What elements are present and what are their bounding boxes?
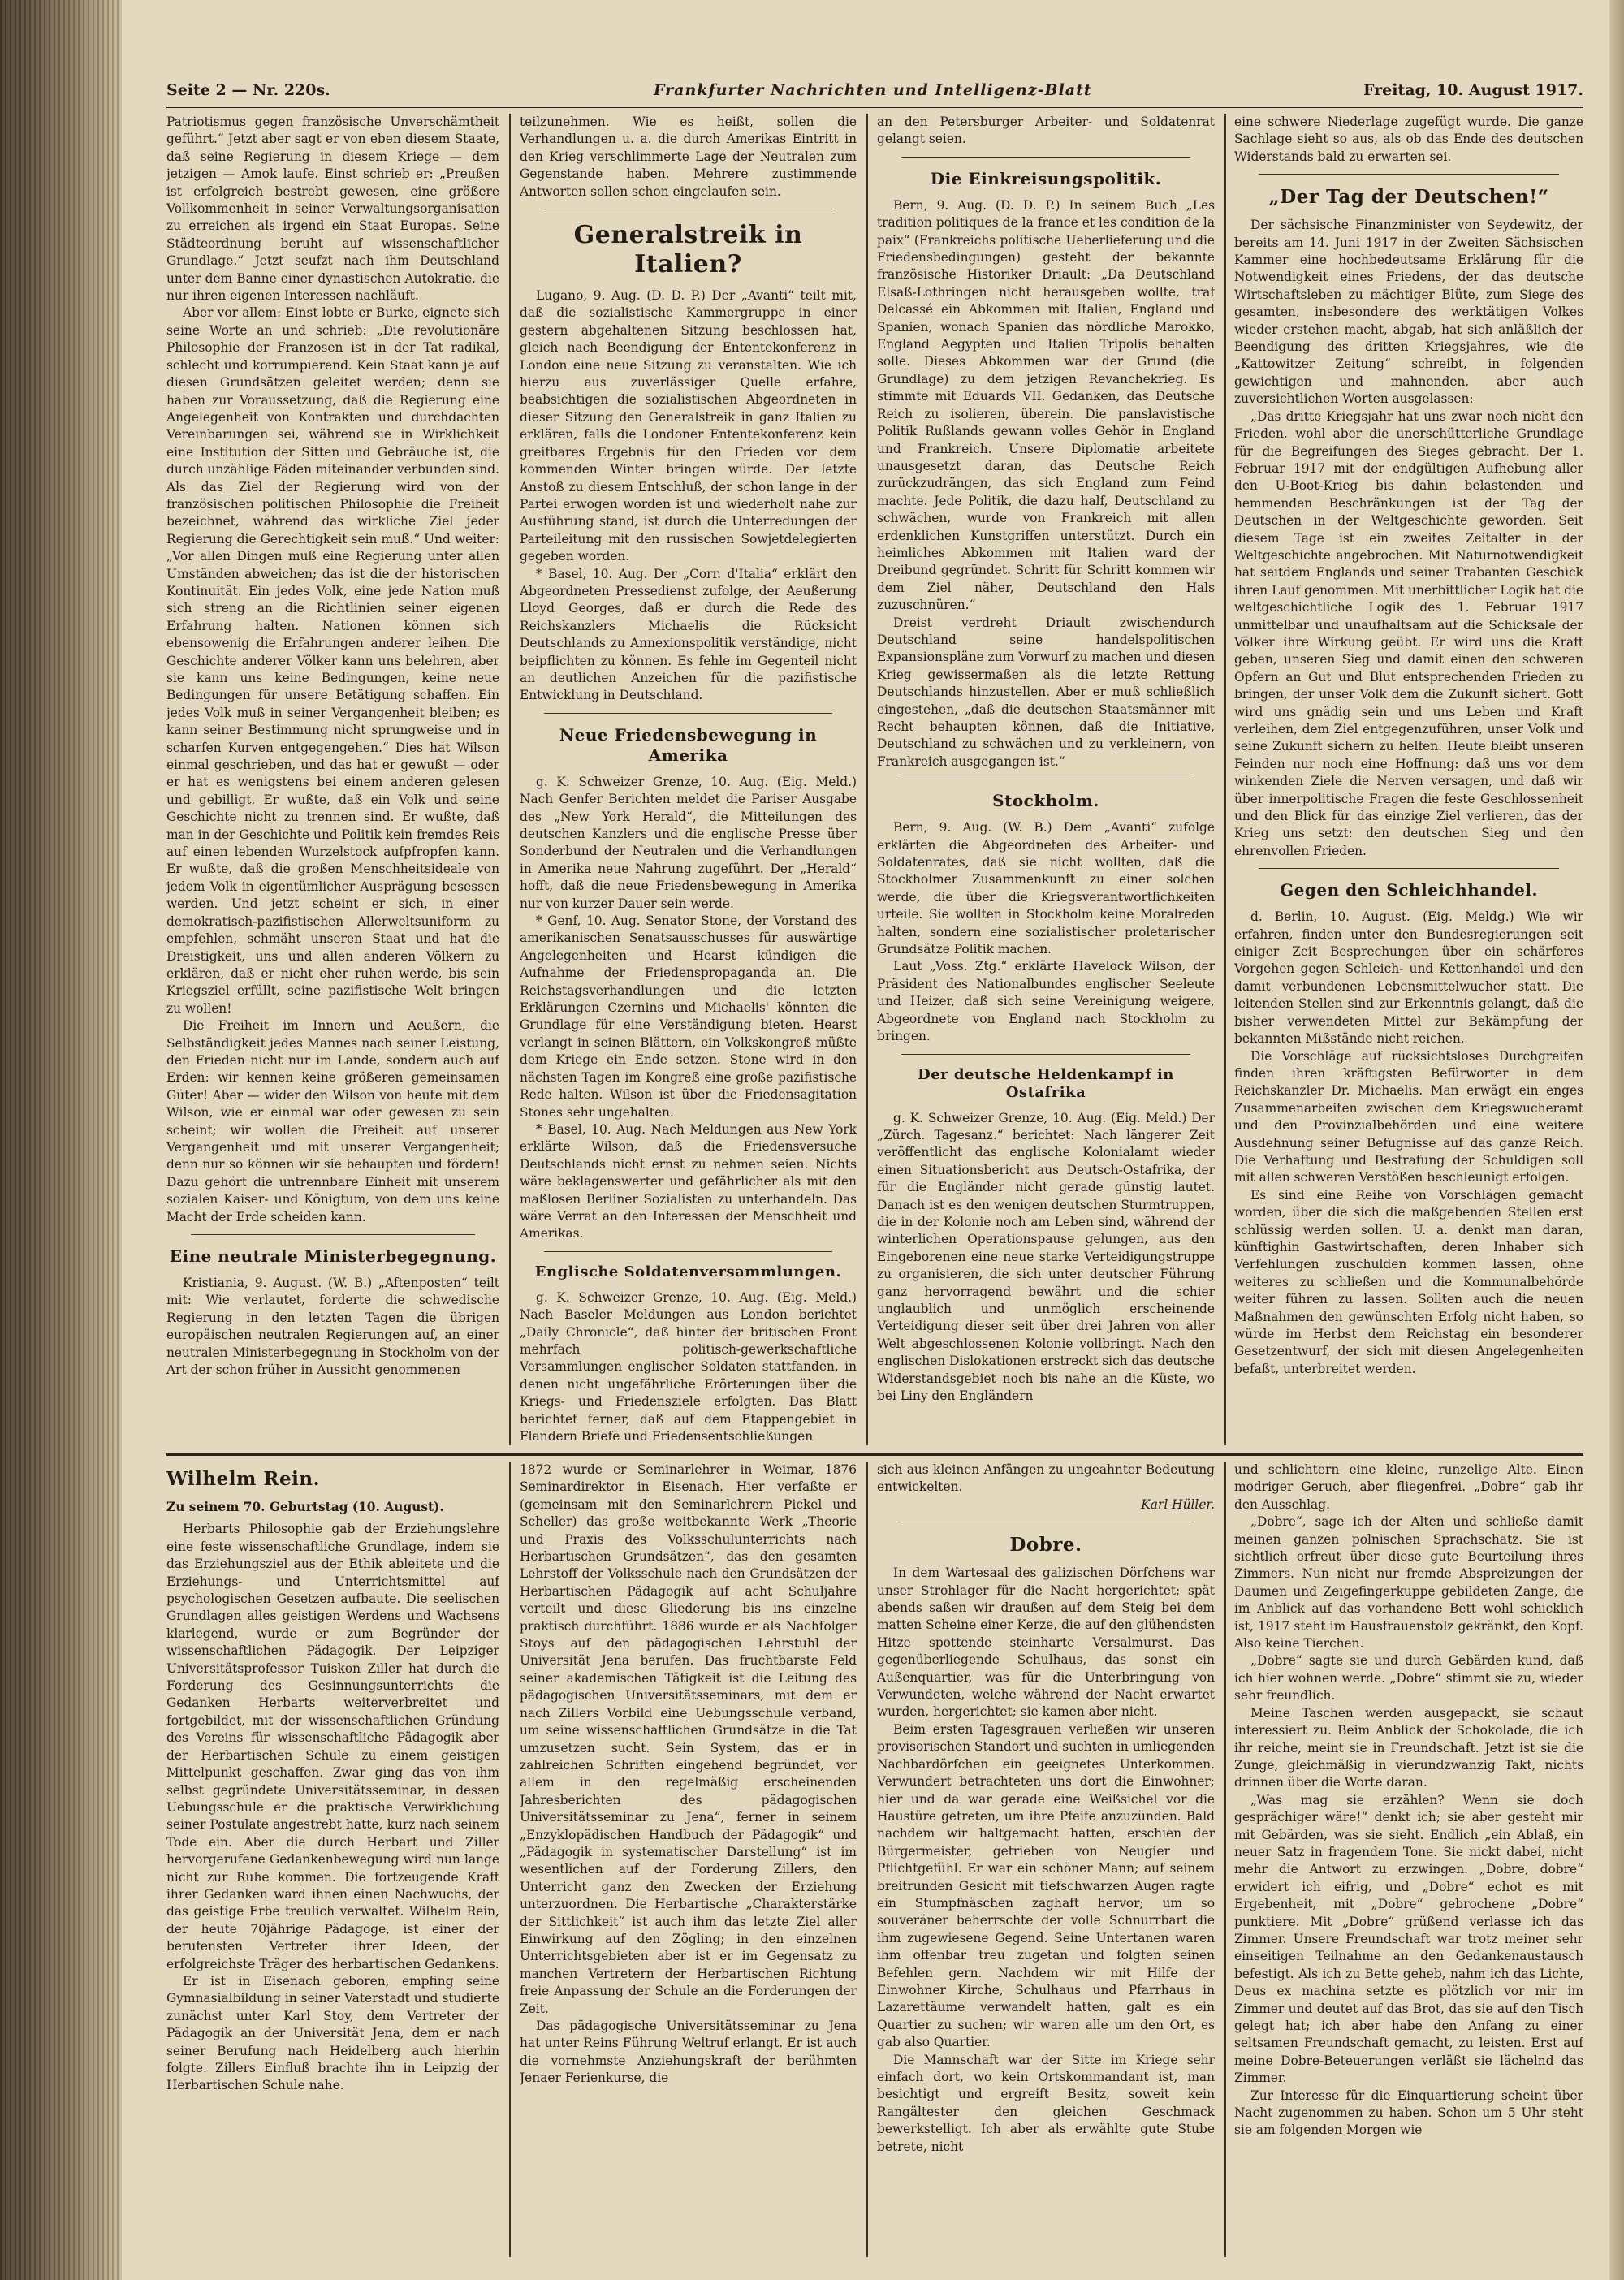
column-2 bbox=[520, 114, 857, 1445]
article-heading: Die Einkreisungspolitik. bbox=[930, 168, 1162, 188]
article-paragraph: Herbarts Philosophie gab der Erziehungslehre eine feste wissenschaftliche Grundlage, indem sie das Erziehungsziel aus der Ethik ableitete und die Erziehungs- und Unterrichtsmittel auf psychologischen Gesetzen aufbaute. Die seelischen Grundlagen alles geistigen Werdens und Wachsens klarlegend, wurde er zum Begründer der wissenschaftlichen Pädagogik. Der Leipziger Universitätsprofessor Tuiskon Ziller hat durch die Forderung des Gesinnungsunterrichts die Gedanken Herbarts weiterverbreitet und fortgebildet, mit der wissenschaftlichen Gründung des Vereins für wissenschaftliche Pädagogik aber der Herbartischen Schule zu einem geistigen Mittelpunkt geschaffen. Zwar ging das von ihm selbst gegründete Universitätsseminar, in dessen Uebungsschule er die praktische Verwirklichung seiner Postulate angestrebt hatte, kurz nach seinem Tode ein. Aber die durch Herbart und Ziller hervorgerufene Gedankenbewegung wird nun lange nicht zur Ruhe kommen. Die fortzeugende Kraft ihrer Gedanken ward ihnen einen Nachwuchs, der das geistige Erbe treulich verwaltet. Wilhelm Rein, der heute 70jährige Pädagoge, ist einer der berufensten Vertreter ihrer Ideen, der erfolgreichste Träger des herbartischen Gedankens. bbox=[166, 1522, 499, 1971]
article-separator bbox=[1259, 174, 1559, 175]
masthead: Frankfurter Nachrichten und Intelligenz-Blatt bbox=[654, 81, 1092, 99]
article-heading: Gegen den Schleichhandel. bbox=[1280, 880, 1538, 900]
article-paragraph: „Dobre“, sage ich der Alten und schließe damit meinen ganzen polnischen Sprachschatz. Sie ist sichtlich erfreut über diese gute Beurteilung ihres Zimmers. Nun nicht nur fremde Abspreizungen der Daumen und Zeigefingerkuppe gebildeten Zange, die im Anblick auf das vorhandene Bett wohl schicklich ist, 1917 steht im Hausfrauenstolz gekränkt, den Kopf. Also keine Tierchen. bbox=[1234, 1514, 1583, 1652]
article-heading: „Der Tag der Deutschen!“ bbox=[1268, 186, 1549, 209]
article-paragraph: teilzunehmen. Wie es heißt, sollen die Verhandlungen u. a. die durch Amerikas Eintritt in den Krieg verschlimmerte Lage der Neutralen zum Gegenstande haben. Mehrere zustimmende Antworten sollen schon eingelaufen sein. bbox=[520, 114, 857, 199]
feuilleton-dobre-col-2 bbox=[1234, 1462, 1583, 2257]
column-1 bbox=[166, 114, 499, 1445]
article-paragraph: Er ist in Eisenach geboren, empfing seine Gymnasialbildung in seiner Vaterstadt und studierte zunächst unter Karl Stoy, dem Vertreter der Pädagogik an der Universität Jena, dem er nach seiner Berufung nach Heidelberg auch hierhin folgte. Zillers Einfluß brachte ihn in Leipzig der Herbartischen Schule nahe. bbox=[166, 1973, 499, 2093]
article-paragraph: Die Freiheit im Innern und Aeußern, die Selbständigkeit jedes Mannes nach seiner Leistung, den Frieden nicht nur im Lande, sondern auch auf Erden: wir kennen keine größeren gemeinsamen Güter! Aber — wider den Wilson von heute mit dem Wilson, wie er einmal war oder gewesen zu sein scheint; wir wollen die Freiheit auf unserer Vergangenheit und mit unserer Vergangenheit; denn nur so können wir sie behaupten und fördern! Dazu gehört die untrennbare Einheit mit unserem sozialen Kaiser- und Königtum, von dem uns keine Macht der Erde scheiden kann. bbox=[166, 1018, 499, 1224]
column-4 bbox=[1234, 114, 1583, 1445]
article-paragraph: * Basel, 10. Aug. Der „Corr. d'Italia“ erklärt den Abgeordneten Pressedienst zufolge, der Aeußerung Lloyd Georges, daß er durch die Rede des Reichskanzlers Michaelis die Rücksicht Deutschlands zu Annexionspolitik verständige, nicht beipflichten zu können. Es fehle im Gegenteil nicht an deutlichen Anzeichen für die pazifistische Entwicklung in Deutschland. bbox=[520, 566, 857, 703]
page-number: Seite 2 — Nr. 220s. bbox=[166, 81, 330, 99]
article-paragraph: * Basel, 10. Aug. Nach Meldungen aus New York erklärte Wilson, daß die Friedensversuche Deutschlands nicht ernst zu nehmen seien. Nichts wäre beklagenswerter und gefährlicher als mit den maßlosen Berliner Sozialisten zu unterhandeln. Das wäre Verrat an den Interessen der Menschheit und Amerikas. bbox=[520, 1121, 857, 1241]
article-separator bbox=[901, 157, 1190, 158]
column-rule bbox=[866, 1462, 868, 2257]
article-heading: Stockholm. bbox=[992, 791, 1099, 811]
article-heading: Eine neutrale Ministerbegegnung. bbox=[169, 1246, 497, 1266]
feuilleton-title: Wilhelm Rein. bbox=[166, 1468, 321, 1490]
article-separator bbox=[544, 713, 832, 714]
author-signature: Karl Hüller. bbox=[1141, 1496, 1215, 1512]
article-separator bbox=[1259, 868, 1559, 869]
article-separator bbox=[901, 1054, 1190, 1055]
issue-date: Freitag, 10. August 1917. bbox=[1363, 81, 1583, 99]
column-3 bbox=[877, 114, 1215, 1445]
page-edge bbox=[1609, 0, 1624, 2280]
article-paragraph: Aber vor allem: Einst lobte er Burke, eignete sich seine Worte an und schrieb: „Die revolutionäre Philosophie der Franzosen ist in der Tat radikal, schlecht und korrumpierend. Kein Staat kann je auf diesen Grundsätzen geleitet werden; denn sie haben zur Voraussetzung, daß die Regierung eine Angelegenheit von Kontrakten und durchdachten Vereinbarungen sei, während sie in Wirklichkeit eine Institution der Sitten und Gebräuche ist, die durch unzählige Fäden miteinander verbunden sind. Als das Ziel der Regierung wird von der französischen politischen Philosophie die Freiheit bezeichnet, während das wirkliche Ziel jeder Regierung die Gerechtigkeit sein muß.“ Und weiter: „Vor allen Dingen muß eine Regierung unter allen Umständen abweichen; das ist die der historischen Kontinuität. Ein jedes Volk, eine jede Nation muß sich streng an die Richtlinien seiner eigenen Erfahrung halten. Nationen können sich ebensowenig die Erfahrungen anderer leihen. Die Geschichte anderer Völker kann uns belehren, aber sie kann uns keine Bedingungen, keine neue Bedingungen für unsere Betätigung schaffen. Ein jedes Volk muß in seiner Vergangenheit bleiben; es kann seiner Bestimmung nicht sprungweise und in scharfen Kurven entgegengehen.“ Dies hat Wilson einmal geschrieben, und das hat er gewußt — oder er hat es wenigstens bei einem anderen gelesen und gebilligt. Er wußte, daß ein Volk und seine Geschichte nicht zu trennen sind. Er wußte, daß man in der Geschichte und Politik kein fremdes Reis auf einen lebenden Wurzelstock aufpfropfen kann. Er wußte, daß die großen Menschheitsideale von jedem Volk in eigentümlicher Ausprägung besessen werden. Und jetzt scheint er sich, in einer demokratisch-pazifistischen Allerweltsuniform zu empfehlen, schmäht unseren Staat und hat die Dreistigkeit, uns und allen anderen Völkern zu erklären, daß er nicht eher ruhen werde, bis sein Kriegsziel erfüllt, seine pazifistische Welt bringen zu wollen! bbox=[166, 305, 499, 1016]
article-paragraph: g. K. Schweizer Grenze, 10. Aug. (Eig. Meld.) Nach Genfer Berichten meldet die Pariser Ausgabe des „New York Herald“, die Mitteilungen des deutschen Kanzlers und die englische Presse über Sonderbund der Neutralen und die Verhandlungen in Amerika neue Nahrung zugeführt. Der „Herald“ hofft, daß die neue Friedensbewegung in Amerika nur von kurzer Dauer sein werde. bbox=[520, 774, 857, 911]
article-paragraph: Bern, 9. Aug. (W. B.) Dem „Avanti“ zufolge erklärten die Abgeordneten des Arbeiter- und Soldatenrates, daß sie nicht wollten, daß die Stockholmer Zusammenkunft zu einer solchen werde, die über die Kriegsverantwortlichkeiten urteile. Sie wollten in Stockholm keine Moralreden halten, sondern eine sozialistischer proletarischer Grundsätze Politik machen. bbox=[877, 820, 1215, 957]
article-paragraph: Laut „Voss. Ztg.“ erklärte Havelock Wilson, der Präsident des Nationalbundes englischer Seeleute und Heizer, daß sich seine Vereinigung weigere, Abgeordnete von England nach Stockholm zu bringen. bbox=[877, 959, 1215, 1044]
article-paragraph: „Was mag sie erzählen? Wenn sie doch gesprächiger wäre!“ denkt ich; sie aber gesteht mir mit Gebärden, was sie sieht. Endlich „ein Ablaß, ein neuer Satz in fragendem Tone. Sie nickt dabei, nicht mehr die Antwort zu erzwingen. „Dobre, dobre“ erwidert ich eifrig, und „Dobre“ echot es mit Ergebenheit, mit „Dobre“ gebrochene „Dobre“ punktiere. Mit „Dobre“ grüßend verlasse ich das Zimmer. Unsere Freundschaft war trotz meiner sehr einseitigen Teilnahme an den Gedankenaustausch befestigt. Als ich zu Bette geheb, nahm ich das Lichte, Deus ex machina setzte es plötzlich vor mir im Zimmer und deutet auf das Brot, das sie auf den Tisch gelegt hat; ich aber habe den Anfang zu einer seltsamen Freundschaft gemacht, zu leisten. Erst auf meine Dobre-Beteuerungen verläßt sie lächelnd das Zimmer. bbox=[1234, 1792, 1583, 2086]
article-paragraph: Die Vorschläge auf rücksichtsloses Durchgreifen finden ihren kräftigsten Befürworter in dem Reichskanzler Dr. Michaelis. Man erwägt ein enges Zusammenarbeiten zwischen dem Kriegswucheramt und den Provinzialbehörden und eine weitere Ausdehnung seiner Befugnisse auf das ganze Reich. Die Verhaftung und Bestrafung der Schuldigen soll mit allen schweren Verstößen beschleunigt erfolgen. bbox=[1234, 1048, 1583, 1185]
article-paragraph: Das pädagogische Universitätsseminar zu Jena hat unter Reins Führung Weltruf erlangt. Er ist auch die vornehmste Anziehungskraft der berühmten Jenaer Ferienkurse, die bbox=[520, 2019, 857, 2086]
page-header bbox=[166, 80, 1583, 108]
article-heading: Der deutsche Heldenkampf in Ostafrika bbox=[918, 1065, 1174, 1101]
article-paragraph: sich aus kleinen Anfängen zu ungeahnter Bedeutung entwickelten. bbox=[877, 1462, 1215, 1495]
article-paragraph: Beim ersten Tagesgrauen verließen wir unseren provisorischen Standort und suchten in umliegenden Nachbardörfchen ein geeignetes Unterkommen. Verwundert betrachteten uns dort die Einwohner; hier und da war gerade eine Weißsichel vor die Haustüre getreten, um ihre Pfeife anzuzünden. Bald nachdem wir haltgemacht hatten, erschien der Bürgermeister, getrieben von Neugier und Pflichtgefühl. Er war ein schöner Mann; auf seinem breitrunden Gesicht mit tiefschwarzen Augen ragte ein Stumpfnäschen zaghaft hervor; um so souveräner beherrschte der volle Schnurrbart die ihm zugewiesene Gegend. Seine Untertanen waren ihm offenbar treu zugetan und folgten seinen Befehlen gern. Nachdem wir mit Hilfe der Einwohner Kirche, Schulhaus und Pfarrhaus in Lazarettäume verwandelt hatten, galt es ein Quartier zu suchen; wir waren alle um den Ort, es gab also Quartier. bbox=[877, 1721, 1215, 2050]
article-paragraph: Dreist verdreht Driault zwischendurch Deutschland seine handelspolitischen Expansionspläne zum Vorwurf zu machen und diesen Krieg gewissermaßen als die letzte Rettung Deutschlands hinzustellen. Aber er muß schließlich eingestehen, „daß die deutschen Staatsmänner mit Recht behaupten können, daß die Initiative, Deutschland zu schwächen und zu verkleinern, von Frankreich ausgegangen ist.“ bbox=[877, 615, 1215, 769]
feuilleton-divider bbox=[166, 1453, 1583, 1456]
feuilleton-subtitle: Zu seinem 70. Geburtstag (10. August). bbox=[166, 1500, 444, 1514]
column-rule bbox=[1224, 1462, 1226, 2257]
column-rule bbox=[509, 114, 511, 1445]
feuilleton-title: Dobre. bbox=[1009, 1534, 1082, 1557]
article-paragraph: 1872 wurde er Seminarlehrer in Weimar, 1876 Seminardirektor in Eisenach. Hier verfaßte er (gemeinsam mit den Seminarlehrern Pickel und Scheller) das große weitbekannte Werk „Theorie und Praxis des Volksschulunterrichts nach Herbartischen Grundsätzen“, das den gesamten Lehrstoff der Volksschule nach den Grundsätzen der Herbartischen Pädagogik auf acht Schuljahre verteilt und diese Gliederung bis ins einzelne praktisch durchführt. 1886 wurde er als Nachfolger Stoys auf den pädagogischen Lehrstuhl der Universität Jena berufen. Das fruchtbarste Feld seiner akademischen Tätigkeit ist die Leitung des pädagogischen Universitätsseminars, mit dem er nach Zillers Vorbild eine Uebungsschule verband, um seine wissenschaftlichen Grundsätze in die Tat umzusetzen sucht. Sein System, das er in zahlreichen Schriften eingehend begründet, vor allem in den regelmäßig erscheinenden Jahresberichten des pädagogischen Universitätsseminar zu Jena“, ferner in seinem „Enzyklopädischen Handbuch der Pädagogik“ und „Pädagogik in systematischer Darstellung“ ist im wesentlichen auf der Forderung Zillers, den Unterricht ganz den Zwecken der Erziehung unterzuordnen. Die Herbartische „Charakterstärke der Sittlichkeit“ ist auch ihm das letzte Ziel aller Einwirkung auf den Zögling; in den einzelnen Unterrichtsgebieten aber ist er im Gegensatz zu manchen Vertretern der Herbartischen Richtung freie Anpassung der Schule an die Forderungen der Zeit. bbox=[520, 1462, 857, 2016]
article-paragraph: Lugano, 9. Aug. (D. D. P.) Der „Avanti“ teilt mit, daß die sozialistische Kammergruppe in einer gestern abgehaltenen Sitzung beschlossen hat, gleich nach Beendigung der Ententekonferenz in London eine neue Sitzung zu veranstalten. Wie ich hierzu aus zuverlässiger Quelle erfahre, beabsichtigen die sozialistischen Abgeordneten in dieser Sitzung den Generalstreik in ganz Italien zu erklären, falls die Londoner Ententekonferenz kein greifbares Ergebnis für den Frieden vor dem kommenden Winter bringen würde. Der letzte Anstoß zu diesem Entschluß, der schon lange in der Partei erwogen worden ist und wiederholt nahe zur Ausführung stand, ist durch die Unterredungen der Parteileitung mit den russischen Sowjetdelegierten gegeben worden. bbox=[520, 288, 857, 564]
article-paragraph: Bern, 9. Aug. (D. D. P.) In seinem Buch „Les tradition politiques de la france et les condition de la paix“ (Frankreichs politische Ueberlieferung und die Friedensbedingungen) gesteht der bekannte französische Historiker Driault: „Da Deutschland Elsaß-Lothringen nicht herausgeben wollte, traf Delcassé ein Abkommen mit Italien, England und Spanien, wonach Spanien das nördliche Marokko, England Aegypten und Italien Tripolis behalten solle. Dieses Abkommen war der Grund (die Grundlage) zu dem jetzigen Revanchekrieg. Es stimmte mit Eduards VII. Gedanken, das Deutsche Reich zu isolieren, überein. Die panslavistische Politik Rußlands gewann volles Gehör in England und Frankreich. Unsere Diplomatie arbeitete unausgesetzt daran, das Deutsche Reich zurückzudrängen, das sich England zum Feind machte. Jede Politik, die dazu half, Deutschland zu schwächen, wurde von Frankreich mit allen erdenklichen Kunstgriffen unterstützt. Durch ein heimliches Abkommen mit Italien ward der Dreibund gegründet. Schritt für Schritt kommen wir dem Ziel näher, Deutschland den Hals zuzuschnüren.“ bbox=[877, 197, 1215, 613]
article-separator bbox=[191, 1234, 475, 1235]
article-paragraph: g. K. Schweizer Grenze, 10. Aug. (Eig. Meld.) Der „Zürch. Tagesanz.“ berichtet: Nach längerer Zeit veröffentlicht das englische Kolonialamt wieder einen Situationsbericht aus Deutsch-Ostafrika, der für die Engländer nicht gerade günstig lautet. Danach ist es den wenigen deutschen Sturmtruppen, die in der Kolonie noch am Leben sind, während der winterlichen Operationspause gelungen, aus den Eingeborenen eine neue starke Verteidigungstruppe zu organisieren, die sich unter deutscher Führung ganz hervorragend bewährt und die schier unglaublich und unmöglich erscheinende Verteidigung dieser seit über drei Jahren von aller Welt abgeschlossenen Kolonie vollbringt. Nach den englischen Dislokationen erstreckt sich das deutsche Widerstandsgebiet noch bis nahe an die Küste, wo bei Liny den Engländern bbox=[877, 1110, 1215, 1403]
article-paragraph: „Das dritte Kriegsjahr hat uns zwar noch nicht den Frieden, wohl aber die unerschütterliche Grundlage für die Begreifungen des Sieges gebracht. Der 1. Februar 1917 mit der endgültigen Aufhebung aller den U-Boot-Krieg bis dahin belastenden und hemmenden Beschränkungen ist der Tag der Deutschen in der Weltgeschichte geworden. Seit diesem Tage ist ein zweites Zeitalter in der Weltgeschichte angebrochen. Mit Naturnotwendigkeit hat seitdem Englands und seiner Trabanten Geschick ihren Lauf genommen. Mit unerbittlicher Logik hat die weltgeschichtliche Logik des 1. Februar 1917 unmittelbar und unaufhaltsam auf die Schicksale der Völker ihre Wirkung geübt. Er wird uns die Kraft geben, unseren Sieg und damit einen den schweren Opfern an Gut und Blut entsprechenden Frieden zu bringen, der unser Volk dem die Zukunft sichert. Gott wird uns gnädig sein und uns Leben und Kraft verleihen, dem Ziel entgegenzuführen, unser Volk und seine Zukunft sichern zu helfen. Heute bleibt unseren Feinden nur noch eine Hoffnung: daß uns vor dem winkenden Ziele die Nerven versagen, und daß wir über innerpolitische Fragen die feste Geschlossenheit und den Blick für das einzige Ziel verlieren, das der Krieg uns setzt: den deutschen Sieg und den ehrenvollen Frieden. bbox=[1234, 408, 1583, 858]
feuilleton-rein-col-1 bbox=[166, 1462, 499, 2257]
article-heading: Neue Friedensbewegung in Amerika bbox=[559, 724, 818, 765]
article-paragraph: In dem Wartesaal des galizischen Dörfchens war unser Strohlager für die Nacht hergerichtet; spät abends saßen wir draußen auf dem Steig bei dem matten Scheine einer Kerze, die auf den glühendsten Hitze spottende steinharte Versalmurst. Das gegenüberliegende Schulhaus, das sonst ein Außenquartier, was für die Unterbringung von Verwundeten, welche während der Nacht erwartet wurden, hergerichtet; sie kamen aber nicht. bbox=[877, 1565, 1215, 1720]
article-paragraph: d. Berlin, 10. August. (Eig. Meldg.) Wie wir erfahren, finden unter den Bundesregierungen seit einiger Zeit Besprechungen über ein schärferes Vorgehen gegen Schleich- und Kettenhandel und den damit verbundenen Lebensmittelwucher statt. Die leitenden Stellen sind zur Erkenntnis gelangt, daß die bisher verwendeten Mittel zur Bekämpfung der bekannten Mißstände nicht reichen. bbox=[1234, 909, 1583, 1047]
column-rule bbox=[1224, 114, 1226, 1445]
article-heading: Englische Soldatenversammlungen. bbox=[534, 1263, 842, 1280]
article-heading: Generalstreik in Italien? bbox=[573, 221, 803, 279]
article-paragraph: Der sächsische Finanzminister von Seydewitz, der bereits am 14. Juni 1917 in der Zweiten Sächsischen Kammer eine hochbedeutsame Erklärung für die Notwendigkeit eines Friedens, der das deutsche Wirtschaftsleben zu mächtiger Blüte, zum Siege des gesamten, insbesondere des werktätigen Volkes wieder erstehen macht, abgab, hat sich anläßlich der Beendigung des dritten Kriegsjahres, wie die „Kattowitzer Zeitung“ schreibt, in folgenden gewichtigen und mahnenden, aber auch zuversichtlichen Worten ausgelassen: bbox=[1234, 218, 1583, 407]
article-paragraph: * Genf, 10. Aug. Senator Stone, der Vorstand des amerikanischen Senatsausschusses für auswärtige Angelegenheiten und Hearst kündigen die Aufnahme der Friedenspropaganda an. Die Reichstagsverhandlungen und die letzten Erklärungen Czernins und Michaelis' könnten die Grundlage für eine Verständigung bieten. Hearst verlangt in seinen Blättern, ein Volkskongreß müßte dem Kriege ein Ende setzen. Stone wird in den nächsten Tagen im Kongreß eine große pazifistische Rede halten. Wilson ist über die Friedensagitation Stones sehr ungehalten. bbox=[520, 913, 857, 1120]
article-paragraph: Patriotismus gegen französische Unverschämtheit geführt.“ Jetzt aber sagt er von eben diesem Staate, daß seine Regierung in diesem Kriege — dem jetzigen — Amok laufe. Einst schrieb er: „Preußen ist erfolgreich bestrebt gewesen, eine größere Vollkommenheit in seiner Verwaltungsorganisation zu erreichen als irgend ein Staat Europas. Seine Städteordnung beruht auf wissenschaftlicher Grundlage.“ Jetzt seufzt nach ihm Deutschland unter dem Banne einer dynastischen Autokratie, die nur ihren eigenen Interessen nachläuft. bbox=[166, 114, 499, 304]
feuilleton-dobre-col-1 bbox=[877, 1462, 1215, 2257]
article-paragraph: Zur Interesse für die Einquartierung scheint über Nacht zugenommen zu haben. Schon um 5 Uhr steht sie am folgenden Morgen wie bbox=[1234, 2088, 1583, 2138]
column-rule bbox=[866, 114, 868, 1445]
article-paragraph: und schlichtern eine kleine, runzelige Alte. Einen modriger Geruch, aber fliegenfrei. „Dobre“ gab ihr den Ausschlag. bbox=[1234, 1462, 1583, 1512]
feuilleton-rein-col-2 bbox=[520, 1462, 857, 2257]
article-paragraph: g. K. Schweizer Grenze, 10. Aug. (Eig. Meld.) Nach Baseler Meldungen aus London berichtet „Daily Chronicle“, daß hinter der britischen Front mehrfach politisch-gewerkschaftliche Versammlungen englischer Soldaten stattfanden, in denen nicht ungefährliche Erörterungen über die Kriegs- und Friedensziele erfolgten. Das Blatt berichtet ferner, daß auf dem Etappengebiet in Flandern Briefe und Friedensentschließungen bbox=[520, 1289, 857, 1444]
article-paragraph: Es sind eine Reihe von Vorschlägen gemacht worden, über die sich die maßgebenden Stellen erst schlüssig werden sollen. U. a. denkt man daran, künftighin Gastwirtschaften, deren Inhaber sich Verfehlungen zuschulden kommen lassen, ohne weiteres zu schließen und die Kommunalbehörde weiter führen zu lassen. Sollten auch die neuen Maßnahmen den gewünschten Erfolg nicht haben, so würde im Herbst dem Reichstag ein besonderer Gesetzentwurf, der sich mit diesen Angelegenheiten befaßt, unterbreitet werden. bbox=[1234, 1187, 1583, 1376]
article-paragraph: an den Petersburger Arbeiter- und Soldatenrat gelangt seien. bbox=[877, 114, 1215, 147]
article-separator bbox=[544, 1251, 832, 1252]
article-paragraph: Die Mannschaft war der Sitte im Kriege sehr einfach dort, wo kein Ortskommandant ist, man besichtigt und ergreift Besitz, soweit kein Rangältester den gleichen Geschmack bewerkstelligt. Ich aber als erwählte gute Stube betrete, nicht bbox=[877, 2052, 1215, 2154]
column-rule bbox=[509, 1462, 511, 2257]
article-paragraph: eine schwere Niederlage zugefügt wurde. Die ganze Sachlage sieht so aus, als ob das Ende des deutschen Widerstands bald zu erwarten sei. bbox=[1234, 114, 1583, 164]
article-paragraph: Meine Taschen werden ausgepackt, sie schaut interessiert zu. Beim Anblick der Schokolade, die ich ihr reiche, meint sie in Freundschaft. Jetzt ist sie die Zunge, gleichmäßig in vierundzwanzig Takt, nichts drinnen über die Worte daran. bbox=[1234, 1705, 1583, 1790]
book-binding bbox=[0, 0, 122, 2280]
article-paragraph: Kristiania, 9. August. (W. B.) „Aftenposten“ teilt mit: Wie verlautet, forderte die schwedische Regierung in den letzten Tagen die übrigen europäischen neutralen Regierungen auf, an einer neutralen Ministerbegegnung in Stockholm von der Art der schon früher in Aussicht genommenen bbox=[166, 1276, 499, 1378]
article-paragraph: „Dobre“ sagte sie und durch Gebärden kund, daß ich hier wohnen werde. „Dobre“ stimmt sie zu, wieder sehr freundlich. bbox=[1234, 1653, 1583, 1704]
